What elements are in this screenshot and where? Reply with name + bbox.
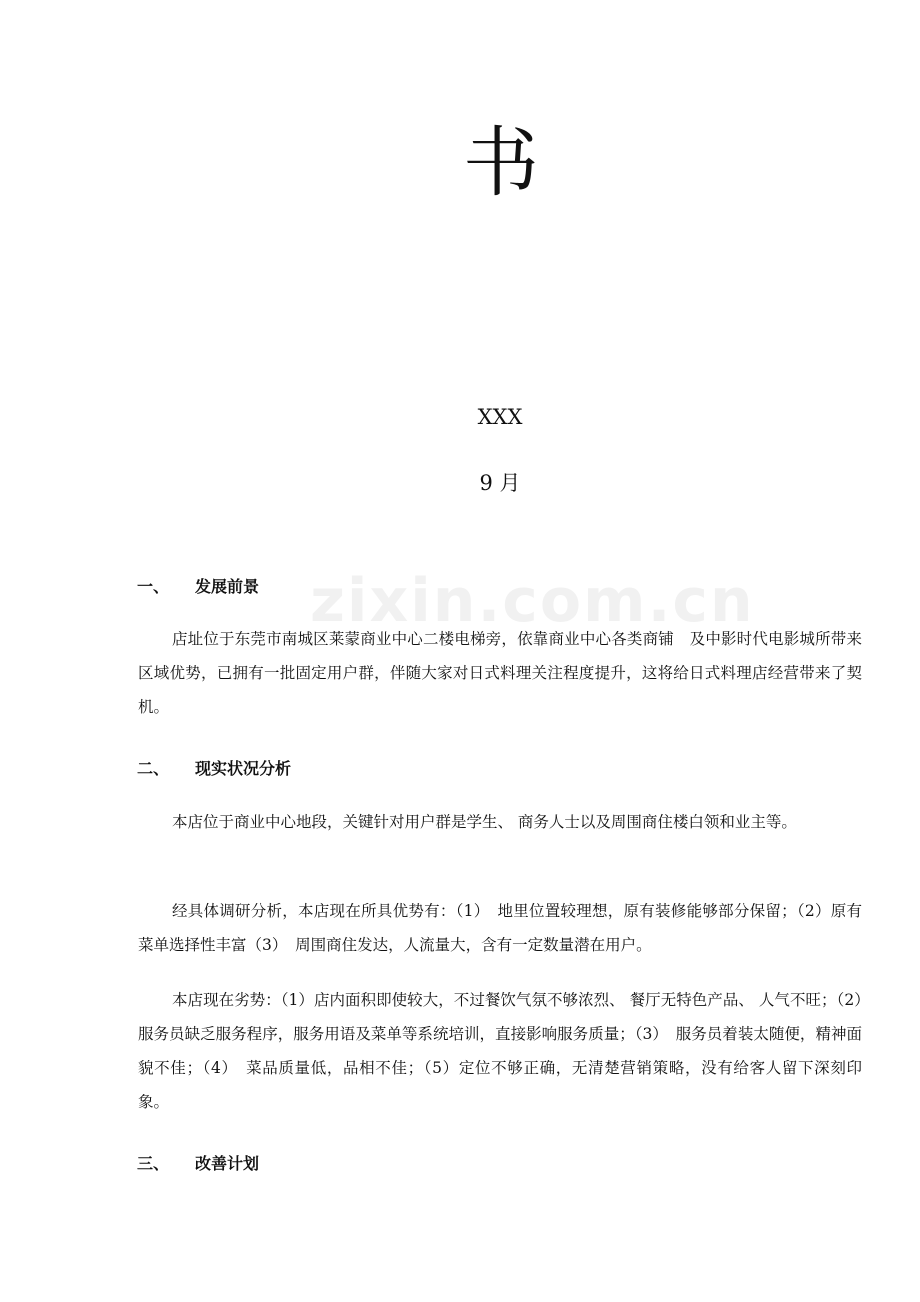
watermark: zixin.com.cn [310, 566, 755, 636]
cover-title-char: 书 [463, 118, 539, 207]
section-heading-3 [137, 1152, 259, 1176]
section-number: 三、 [137, 1154, 170, 1173]
section-number: 二、 [137, 759, 170, 778]
author-line: XXX [477, 405, 523, 429]
paragraph: 经具体调研分析，本店现在所具优势有：（1） 地里位置较理想，原有装修能够部分保留；（2）原有菜单选择性丰富（3） 周围商住发达，人流量大，含有一定数量潜在用户。 [138, 902, 862, 954]
paragraph: 店址位于东莞市南城区莱蒙商业中心二楼电梯旁，依靠商业中心各类商铺 及中影时代电影城所带来区域优势，已拥有一批固定用户群，伴随大家对日式料理关注程度提升，这将给日式料理店经营带来了契机。 [138, 630, 862, 716]
section-heading-2 [137, 757, 291, 781]
paragraph: 本店位于商业中心地段，关键针对用户群是学生、 商务人士以及周围商住楼白领和业主等。 [172, 813, 797, 831]
paragraph: 本店现在劣势：（1）店内面积即使较大，不过餐饮气氛不够浓烈、 餐厅无特色产品、 人气不旺；（2）服务员缺乏服务程序，服务用语及菜单等系统培训，直接影响服务质量；（3） 服务员着装太随便，精神面貌不佳；（4） 菜品质量低，品相不佳；（5）定位不够正确，无清楚营销策略，没有给客人留下深刻印象。 [138, 991, 862, 1111]
section-number: 一、 [137, 577, 170, 596]
section-heading-1 [137, 575, 259, 599]
section-title: 改善计划 [195, 1154, 260, 1173]
section-title: 发展前景 [195, 577, 260, 596]
date-line: 9 月 [479, 471, 521, 495]
section-title: 现实状况分析 [195, 759, 292, 778]
